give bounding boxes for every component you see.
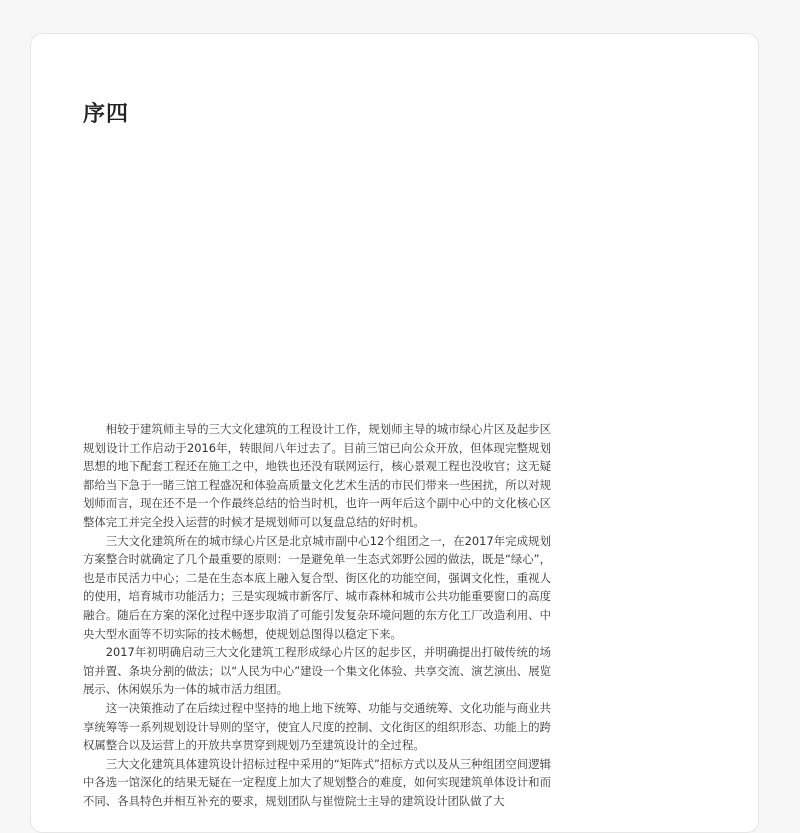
- body-text: [83, 420, 551, 810]
- paragraph-2: 三大文化建筑所在的城市绿心片区是北京城市副中心12个组团之一，在2017年完成规划方案整合时就确定了几个最重要的原则：一是避免单一生态式郊野公园的做法，既是“绿心”，也是市民活力中心；二是在生态本底上融入复合型、街区化的功能空间，强调文化性，重视人的使用，培育城市功能活力；三是实现城市新客厅、城市森林和城市公共功能重要窗口的高度融合。随后在方案的深化过程中逐步取消了可能引发复杂环境问题的东方化工厂改造利用、中央大型水面等不切实际的技术畅想，使规划总图得以稳定下来。: [83, 533, 551, 641]
- paragraph-3: 2017年初明确启动三大文化建筑工程形成绿心片区的起步区，并明确提出打破传统的场馆并置、条块分割的做法；以“人民为中心”建设一个集文化体验、共享交流、演艺演出、展览展示、休闲娱乐为一体的城市活力组团。: [83, 645, 551, 697]
- paragraph-4: 这一决策推动了在后续过程中坚持的地上地下统筹、功能与交通统筹、文化功能与商业共享统筹等一系列规划设计导则的坚守，使宜人尺度的控制、文化街区的组织形态、功能上的跨权属整合以及运营上的开放共享贯穿到规划乃至建筑设计的全过程。: [83, 700, 551, 753]
- paragraph-5: 三大文化建筑具体建筑设计招标过程中采用的“矩阵式”招标方式以及从三种组团空间逻辑中各选一馆深化的结果无疑在一定程度上加大了规划整合的难度，如何实现建筑单体设计和而不同、各具特色并相互补充的要求，规划团队与崔愷院士主导的建筑设计团队做了大: [83, 756, 551, 808]
- page-title: 序四: [83, 102, 130, 127]
- document-page: [30, 33, 759, 833]
- paragraph-1: 相较于建筑师主导的三大文化建筑的工程设计工作，规划师主导的城市绿心片区及起步区规划设计工作启动于2016年，转眼间八年过去了。目前三馆已向公众开放，但体现完整规划思想的地下配套工程还在施工之中，地铁也还没有联网运行，核心景观工程也没收官；这无疑都给当下急于一睹三馆工程盛况和体验高质量文化艺术生活的市民们带来一些困扰，所以对规划师而言，现在还不是一个作最终总结的恰当时机，也许一两年后这个副中心中的文化核心区整体完工并完全投入运营的时候才是规划师可以复盘总结的好时机。: [83, 422, 551, 529]
